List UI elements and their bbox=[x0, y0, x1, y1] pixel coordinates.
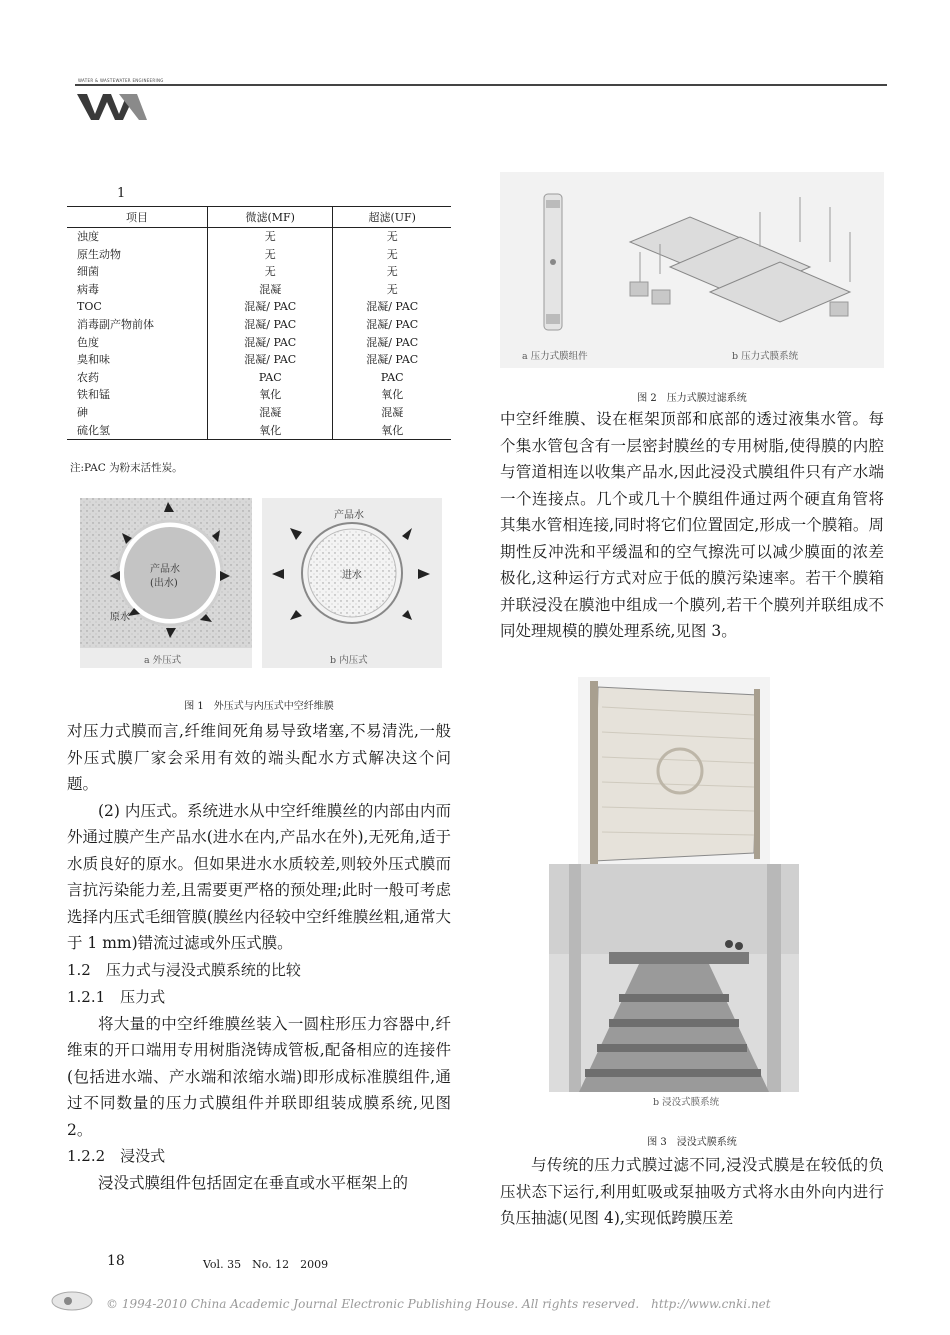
table-cell: 混凝/ PAC bbox=[333, 334, 451, 352]
table-cell: 无 bbox=[208, 246, 333, 264]
table-cell: 臭和味 bbox=[77, 353, 110, 367]
fig1a-outside-in-membrane bbox=[80, 498, 252, 668]
table-row bbox=[67, 422, 451, 440]
logo-text: WATER & WASTEWATER ENGINEERING bbox=[78, 78, 164, 83]
fig2-caption: 图 2 压力式膜过滤系统 bbox=[637, 393, 747, 404]
left-para-1: 对压力式膜而言,纤维间死角易导致堵塞,不易清洗,一般外压式膜厂家会采用有效的端头配水方式解决这个问题。 bbox=[67, 722, 451, 793]
fig1b-inlet: 进水 bbox=[342, 570, 362, 581]
fig1-caption: 图 1 外压式与内压式中空纤维膜 bbox=[184, 701, 334, 712]
fig2b-caption: b 压力式膜系统 bbox=[732, 351, 799, 362]
table-cell: 硫化氢 bbox=[67, 422, 208, 440]
journal-logo bbox=[75, 82, 150, 122]
table-cell: 氧化 bbox=[333, 422, 451, 440]
table-cell: 混凝/ PAC bbox=[208, 298, 333, 316]
section-1-2-1: 1.2.1 压力式 bbox=[67, 987, 166, 1006]
table-cell: 混凝 bbox=[208, 404, 333, 422]
table-cell: 砷 bbox=[77, 405, 88, 419]
fig1a-product-water: 产品水 bbox=[150, 564, 180, 575]
table-cell: 原生动物 bbox=[77, 247, 121, 261]
header-rule bbox=[75, 84, 887, 86]
table-row bbox=[67, 246, 451, 264]
table-row bbox=[67, 316, 451, 334]
fig3b-caption: b 浸没式膜系统 bbox=[653, 1097, 720, 1108]
fig1a-caption: a 外压式 bbox=[144, 655, 182, 666]
comparison-table bbox=[67, 206, 451, 440]
table-cell: 氧化 bbox=[208, 386, 333, 404]
left-column bbox=[67, 718, 451, 1197]
table-cell: 混凝/ PAC bbox=[333, 351, 451, 369]
table-cell: 铁和锰 bbox=[77, 388, 110, 402]
table-row bbox=[67, 351, 451, 369]
fig3-caption: 图 3 浸没式膜系统 bbox=[647, 1137, 737, 1148]
table-cell: 无 bbox=[333, 281, 451, 299]
table-cell: 混凝 bbox=[333, 404, 451, 422]
right-column-bottom bbox=[500, 1152, 884, 1232]
table-cell: 混凝/ PAC bbox=[333, 316, 451, 334]
table-cell: 农药 bbox=[77, 370, 99, 384]
right-para-1: 中空纤维膜、设在框架顶部和底部的透过液集水管。每个集水管包含有一层密封膜丝的专用树脂,使得膜的内腔与管道相连以收集产品水,因此浸没式膜组件只有产水端一个连接点。几个或几十个膜组件通过两个硬直角管将其集水管相连接,同时将它们位置固定,形成一个膜箱。周期性反冲洗和平缓温和的空气擦洗可以减少膜面的浓差极化,这种运行方式对应于低的膜污染速率。若干个膜箱并联浸没在膜池中组成一个膜列,若干个膜列并联组成不同处理规模的膜处理系统,见图 3。 bbox=[500, 410, 884, 640]
table-cell: 氧化 bbox=[208, 422, 333, 440]
table-cell: 病毒 bbox=[77, 282, 99, 296]
table-cell: 无 bbox=[333, 228, 451, 246]
table-header-item: 项目 bbox=[67, 207, 208, 228]
section-1-2-2: 1.2.2 浸没式 bbox=[67, 1147, 166, 1165]
table-cell: 浊度 bbox=[77, 230, 99, 243]
table-cell: TOC bbox=[77, 300, 102, 314]
table-cell: 无 bbox=[333, 246, 451, 264]
table-header-uf: 超滤(UF) bbox=[333, 207, 451, 228]
table-row bbox=[67, 386, 451, 404]
fig1a-raw-water: 原水 bbox=[110, 612, 130, 623]
table-row bbox=[67, 281, 451, 299]
table-cell: 混凝/ PAC bbox=[208, 351, 333, 369]
left-para-2: (2) 内压式。系统进水从中空纤维膜丝的内部由内而外通过膜产生产品水(进水在内,产品水在外),无死角,适于水质良好的原水。但如果进水水质较差,则较外压式膜而言抗污染能力差,且需要更严格的预处理;此时一般可考虑选择内压式毛细管膜(膜丝内径较中空纤维膜丝粗,通常大于 1 mm)错流过滤或外压式膜。 bbox=[67, 801, 451, 952]
fig2a-caption: a 压力式膜组件 bbox=[522, 351, 588, 362]
copyright-line: © 1994-2010 China Academic Journal Electronic Publishing House. All rights reserved. http://www.cnki.net bbox=[106, 1297, 771, 1311]
table-row bbox=[67, 334, 451, 352]
table-row bbox=[67, 228, 451, 246]
fig3a-submerged-module bbox=[578, 677, 770, 869]
fig1b-product-water: 产品水 bbox=[334, 510, 364, 521]
table-label: 1 bbox=[117, 186, 126, 201]
fig1a-outlet: (出水) bbox=[150, 578, 178, 589]
left-para-3: 将大量的中空纤维膜丝装入一圆柱形压力容器中,纤维束的开口端用专用树脂浇铸成管板,配备相应的连接件(包括进水端、产水端和浓缩水端)即形成标准膜组件,通过不同数量的压力式膜组件并联即组装成膜系统,见图 2。 bbox=[67, 1014, 451, 1139]
page-number: 18 bbox=[107, 1253, 125, 1269]
table-cell: 无 bbox=[208, 263, 333, 281]
table-row bbox=[67, 263, 451, 281]
table-cell: 色度 bbox=[77, 335, 99, 349]
table-cell: 混凝/ PAC bbox=[208, 334, 333, 352]
table-cell: PAC bbox=[208, 369, 333, 387]
table-cell: 细菌 bbox=[77, 265, 99, 279]
table-row bbox=[67, 404, 451, 422]
table-note: 注:PAC 为粉末活性炭。 bbox=[70, 462, 183, 474]
table-row bbox=[67, 369, 451, 387]
fig1b-caption: b 内压式 bbox=[330, 655, 368, 666]
cnki-logo bbox=[50, 1290, 94, 1312]
journal-info: Vol. 35 No. 12 2009 bbox=[203, 1258, 329, 1271]
table-header-mf: 微滤(MF) bbox=[208, 207, 333, 228]
right-column-top bbox=[500, 406, 884, 645]
right-para-2: 与传统的压力式膜过滤不同,浸没式膜是在较低的负压状态下运行,利用虹吸或泵抽吸方式将水由外向内进行负压抽滤(见图 4),实现低跨膜压差 bbox=[500, 1156, 884, 1227]
table-cell: 无 bbox=[333, 263, 451, 281]
table-cell: 混凝/ PAC bbox=[208, 316, 333, 334]
table-cell: 无 bbox=[208, 228, 333, 246]
table-cell: 消毒副产物前体 bbox=[77, 317, 154, 331]
section-1-2: 1.2 压力式与浸没式膜系统的比较 bbox=[67, 960, 301, 979]
left-para-4: 浸没式膜组件包括固定在垂直或水平框架上的 bbox=[98, 1174, 409, 1192]
table-cell: 氧化 bbox=[333, 386, 451, 404]
table-cell: 混凝/ PAC bbox=[333, 298, 451, 316]
table-row bbox=[67, 298, 451, 316]
fig1b-inside-out-membrane bbox=[262, 498, 442, 668]
table-cell: PAC bbox=[333, 369, 451, 387]
table-cell: 混凝 bbox=[208, 281, 333, 299]
fig3b-submerged-system bbox=[549, 864, 799, 1108]
fig2-pressure-membrane-system bbox=[500, 172, 884, 368]
